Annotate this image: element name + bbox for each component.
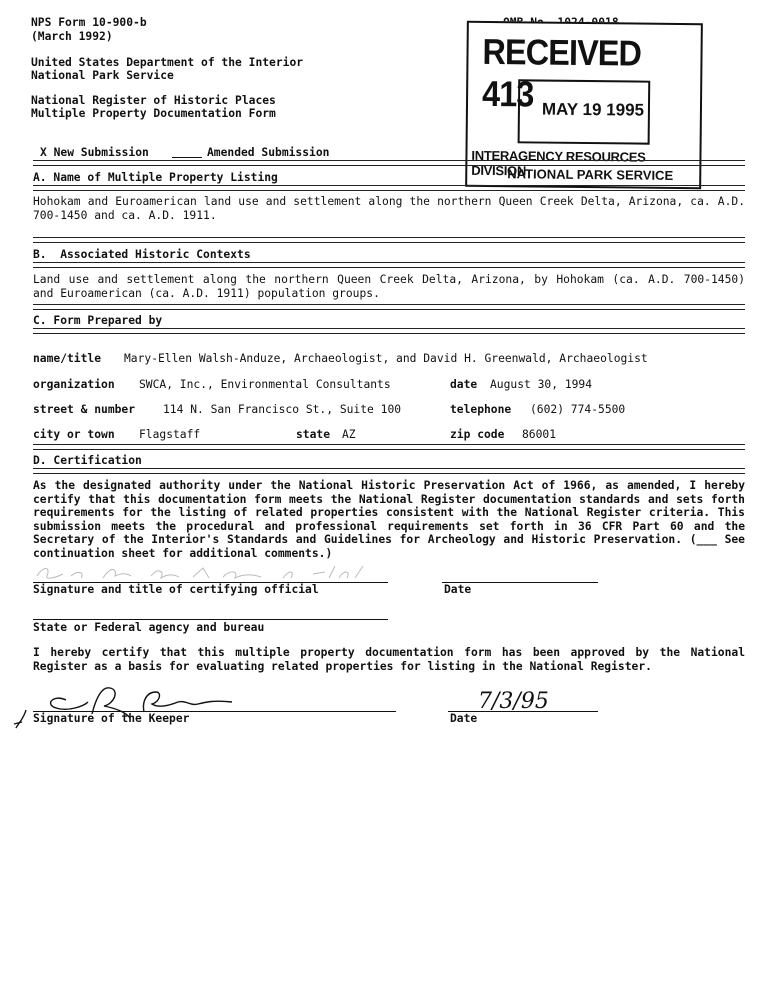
state-label: state xyxy=(296,428,331,441)
city-label: city or town xyxy=(33,428,115,441)
section-a-text: Hohokam and Euroamerican land use and settlement along the northern Queen Creek Delta, Arizona, ca. A.D. 700-1450 and ca. A.D. 1911. xyxy=(33,195,745,222)
organization-label: organization xyxy=(33,378,115,391)
keeper-date-label: Date xyxy=(450,712,478,725)
agency-line xyxy=(33,619,388,620)
section-b-heading: B. Associated Historic Contexts xyxy=(33,248,251,261)
amended-blank xyxy=(172,157,202,158)
keeper-signature-label: Signature of the Keeper xyxy=(33,712,190,725)
separator xyxy=(33,237,745,243)
keeper-signature xyxy=(10,678,260,738)
agency: National Park Service xyxy=(31,69,174,82)
telephone-label: telephone xyxy=(450,403,512,416)
section-c-heading: C. Form Prepared by xyxy=(33,314,163,327)
street-label: street & number xyxy=(33,403,136,416)
stamp-date-box xyxy=(518,79,651,144)
agency-bureau-label: State or Federal agency and bureau xyxy=(33,621,265,634)
certifying-signature-scribble xyxy=(33,560,393,584)
organization-value: SWCA, Inc., Environmental Consultants xyxy=(139,378,391,391)
zip-label: zip code xyxy=(450,428,505,441)
name-title-label: name/title xyxy=(33,352,102,365)
section-b-text: Land use and settlement along the northern Queen Creek Delta, Arizona, by Hohokam (ca. A.D. 700-1450) and Euroamerican (ca. A.D. 1911) population groups. xyxy=(33,273,745,300)
state-value: AZ xyxy=(342,428,356,441)
stamp-date: MAY 19 1995 xyxy=(541,99,645,120)
amended-submission-label: Amended Submission xyxy=(207,146,330,159)
certifying-signature-label: Signature and title of certifying official xyxy=(33,583,319,596)
section-d-heading: D. Certification xyxy=(33,454,142,467)
department: United States Department of the Interior xyxy=(31,56,304,69)
separator xyxy=(33,185,745,191)
certifying-date-label: Date xyxy=(444,583,472,596)
new-submission-label: X New Submission xyxy=(40,146,149,159)
form-title-line1: National Register of Historic Places xyxy=(31,94,276,107)
zip-value: 86001 xyxy=(522,428,557,441)
keeper-certification-text: I hereby certify that this multiple property documentation form has been approved by the National Register as a basis for evaluating related properties for listing in the National Register. xyxy=(33,646,745,673)
name-title-value: Mary-Ellen Walsh-Anduze, Archaeologist, and David H. Greenwald, Archaeologist xyxy=(124,352,648,365)
stamp-received-text: RECEIVED 413 xyxy=(481,30,642,115)
street-value: 114 N. San Francisco St., Suite 100 xyxy=(163,403,402,416)
prepared-date-label: date xyxy=(450,378,478,391)
separator xyxy=(33,328,745,334)
certification-text: As the designated authority under the National Historic Preservation Act of 1966, as amended, I hereby certify that this documentation form meets the National Register documentation standards and sets forth requirements for the listing of related properties consistent with the National Register criteria. This submission meets the procedural and professional requirements set forth in 36 CFR Part 60 and the Secretary of the Interior's Standards and Guidelines for Archeology and Historic Preservation. (___ See continuation sheet for additional comments.) xyxy=(33,479,745,560)
form-title-line2: Multiple Property Documentation Form xyxy=(31,107,276,120)
separator xyxy=(33,444,745,450)
form-number: NPS Form 10-900-b xyxy=(31,16,147,29)
stamp-division: INTERAGENCY RESOURCES DIVISION xyxy=(471,147,646,179)
separator xyxy=(33,262,745,268)
section-a-heading: A. Name of Multiple Property Listing xyxy=(33,171,278,184)
form-date: (March 1992) xyxy=(31,30,113,43)
separator xyxy=(33,468,745,474)
separator xyxy=(33,160,745,166)
prepared-date-value: August 30, 1994 xyxy=(490,378,593,391)
separator xyxy=(33,304,745,310)
keeper-date-handwritten: 7/3/95 xyxy=(478,689,549,714)
city-value: Flagstaff xyxy=(139,428,201,441)
stamp-office: NATIONAL PARK SERVICE xyxy=(507,166,674,183)
telephone-value: (602) 774-5500 xyxy=(530,403,626,416)
